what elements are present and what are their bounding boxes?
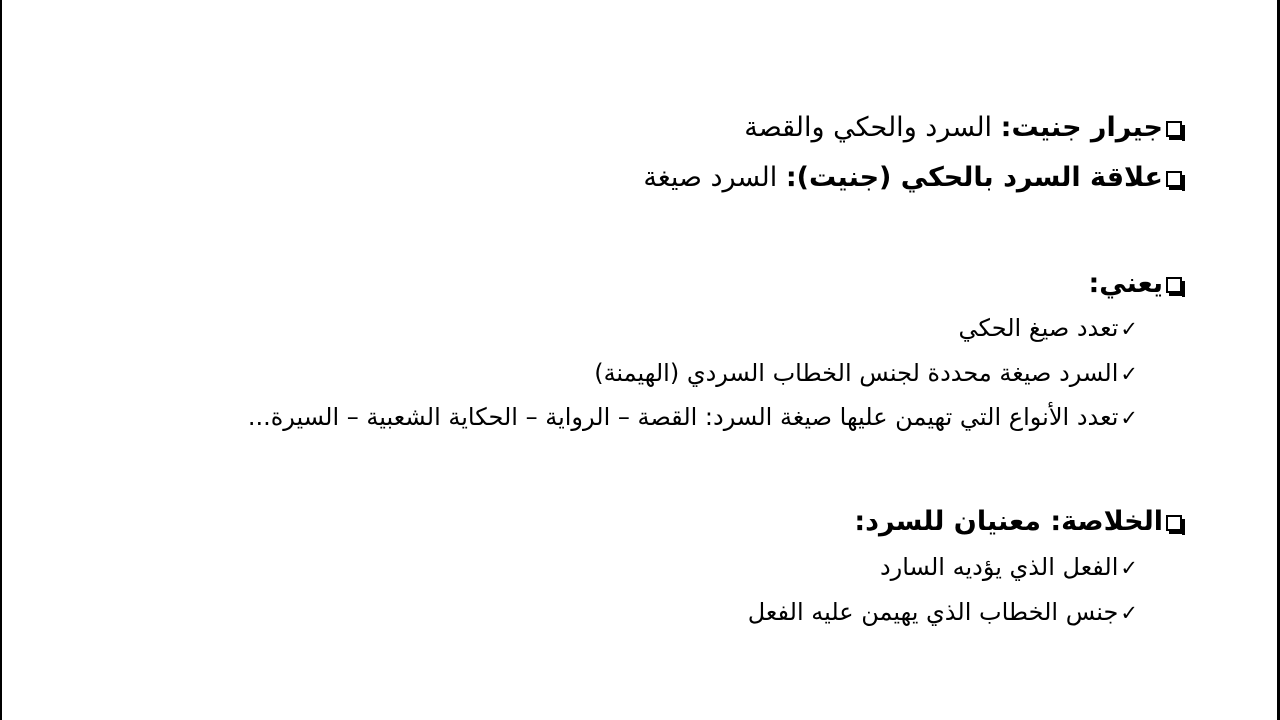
sub-item [880,555,1138,579]
checkmark-icon: ✓ [1120,406,1138,430]
bullet-heading: الخلاصة: معنيان للسرد: [854,506,1163,537]
square-bullet-icon [1166,515,1182,531]
sub-item-text: جنس الخطاب الذي يهيمن عليه الفعل [747,598,1119,626]
bullet-text: السرد صيغة [643,162,786,193]
bullet-heading: علاقة السرد بالحكي (جنيت): [785,162,1163,193]
bullet-meaning [1088,270,1182,297]
square-bullet-icon [1166,121,1182,137]
checkmark-icon: ✓ [1120,556,1138,580]
checkmark-icon: ✓ [1120,317,1138,341]
sub-item-text: السرد صيغة محددة لجنس الخطاب السردي (الهيمنة) [594,359,1119,387]
checkmark-icon: ✓ [1120,601,1138,625]
sub-item [748,600,1138,624]
sub-item [958,316,1138,340]
sub-item [248,405,1138,429]
bullet-heading: جيرار جنيت: [1000,112,1163,143]
sub-item-text: الفعل الذي يؤديه السارد [879,553,1119,581]
bullet-text: السرد والحكي والقصة [744,112,1001,143]
bullet-heading: يعني: [1088,268,1163,299]
sub-item-text: تعدد صيغ الحكي [958,314,1119,342]
sub-item-text: تعدد الأنواع التي تهيمن عليها صيغة السرد: القصة – الرواية – الحكاية الشعبية – السيرة... [247,403,1119,431]
checkmark-icon: ✓ [1120,362,1138,386]
square-bullet-icon [1166,277,1182,293]
square-bullet-icon [1166,171,1182,187]
bullet-gerard-genette [744,114,1182,141]
sub-item [594,361,1138,385]
bullet-narration-relation [643,164,1182,191]
bullet-conclusion [854,508,1182,535]
